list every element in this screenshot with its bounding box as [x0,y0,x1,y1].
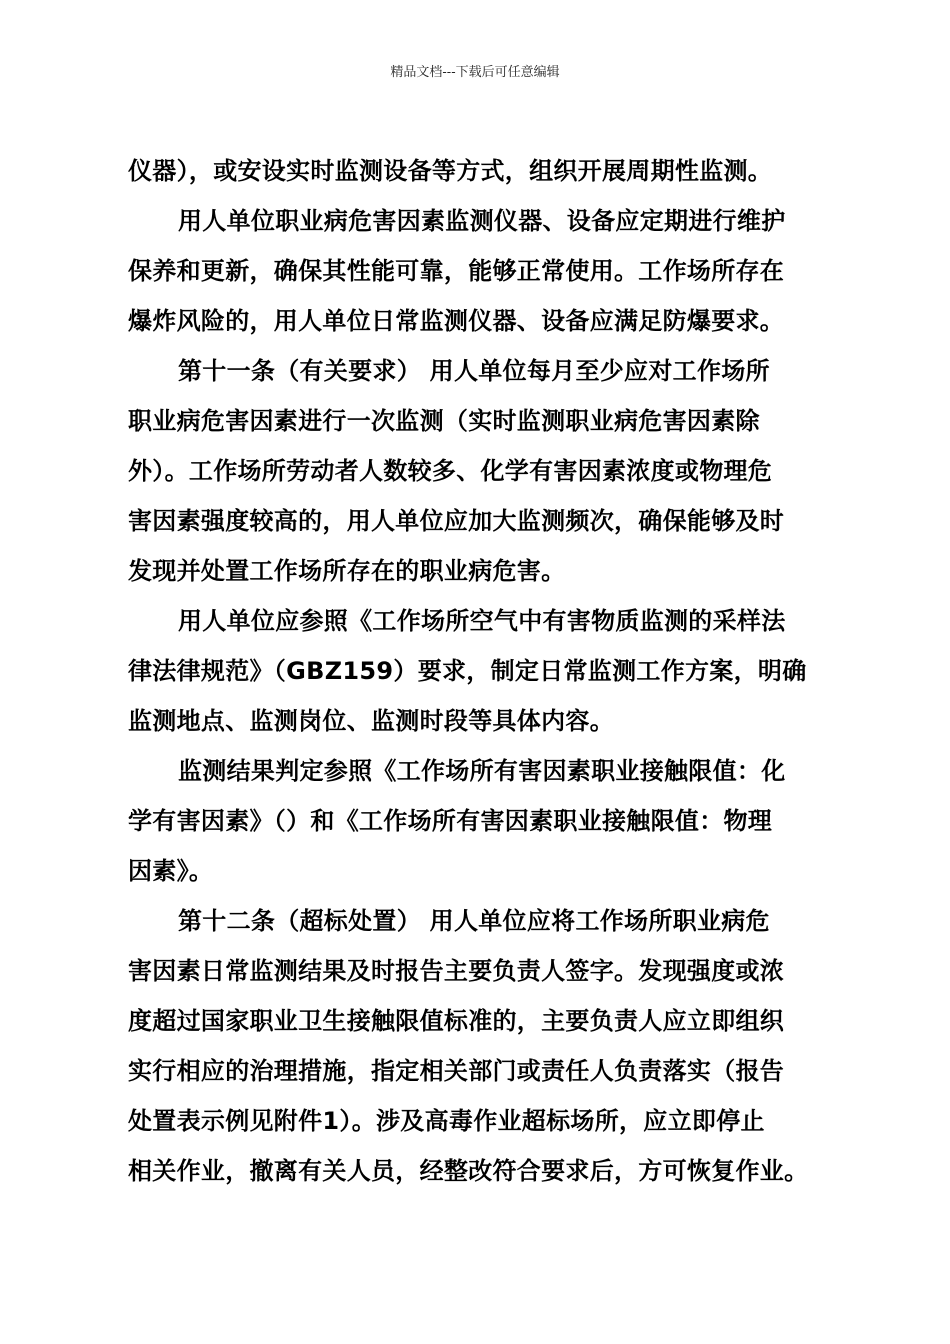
text-line: 职业病危害因素进行一次监测（实时监测职业病危害因素除 [128,407,760,435]
text-line: 发现并处置工作场所存在的职业病危害。 [128,557,566,585]
text-line: 保养和更新，确保其性能可靠，能够正常使用。工作场所存在 [128,257,785,285]
text-line: 度超过国家职业卫生接触限值标准的，主要负责人应立即组织 [128,1007,785,1035]
text-line: 用人单位职业病危害因素监测仪器、设备应定期进行维护 [178,207,786,235]
text-line: 处置表示例见附件1）。涉及高毒作业超标场所，应立即停止 [128,1107,765,1135]
text-line: 实行相应的治理措施，指定相关部门或责任人负责落实（报告 [128,1057,785,1085]
text-line: 第十二条（超标处置） 用人单位应将工作场所职业病危 [178,907,770,935]
text-line: 监测结果判定参照《工作场所有害因素职业接触限值：化 [178,757,786,785]
text-line: 监测地点、监测岗位、监测时段等具体内容。 [128,707,614,735]
text-line: 仪器），或安设实时监测设备等方式，组织开展周期性监测。 [128,157,773,185]
text-line: 爆炸风险的，用人单位日常监测仪器、设备应满足防爆要求。 [128,307,785,335]
text-line: 用人单位应参照《工作场所空气中有害物质监测的采样法 [178,607,786,635]
text-line: 第十一条（有关要求） 用人单位每月至少应对工作场所 [178,357,770,385]
text-line: 因素》。 [128,857,214,885]
page-header: 精品文档---下载后可任意编辑 [390,65,560,80]
text-line: 害因素强度较高的，用人单位应加大监测频次，确保能够及时 [128,507,785,535]
document-body [128,146,828,1196]
text-line: 害因素日常监测结果及时报告主要负责人签字。发现强度或浓 [128,957,785,985]
text-line: 律法律规范》（GBZ159）要求，制定日常监测工作方案，明确 [128,657,807,685]
text-line: 外）。工作场所劳动者人数较多、化学有害因素浓度或物理危 [128,457,773,485]
text-line: 相关作业，撤离有关人员，经整改符合要求后，方可恢复作业。 [128,1157,809,1185]
text-line: 学有害因素》（）和《工作场所有害因素职业接触限值：物理 [128,807,773,835]
